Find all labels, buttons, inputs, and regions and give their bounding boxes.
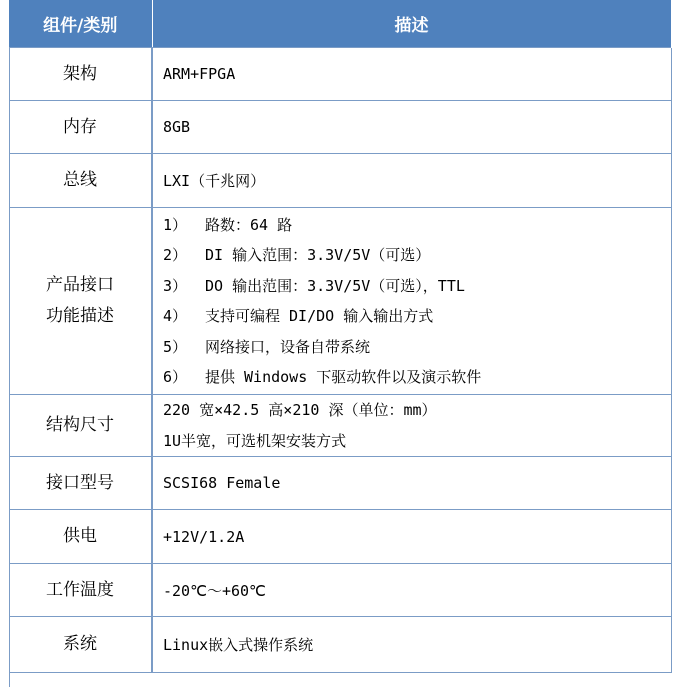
row-value-connector-model: SCSI68 Female (152, 457, 671, 510)
row-label-architecture: 架构 (9, 48, 152, 101)
table-row (9, 510, 671, 564)
table-row (9, 457, 671, 510)
item-number: 6） (163, 368, 188, 386)
item-text: 网络接口，设备自带系统 (205, 337, 371, 356)
row-value-power: +12V/1.2A (152, 510, 671, 564)
list-item (163, 301, 671, 332)
row-label-power: 供电 (9, 510, 152, 564)
item-number: 1） (163, 215, 188, 234)
item-number: 4） (163, 307, 188, 325)
item-text: 支持可编程 DI/DO 输入输出方式 (205, 307, 434, 325)
item-text: 路数：64 路 (205, 215, 293, 234)
list-item (163, 332, 671, 363)
item-text: DI 输入范围：3.3V/5V（可选） (205, 246, 431, 264)
header-component-category: 组件/类别 (9, 0, 152, 48)
list-item (163, 362, 671, 393)
label-line: 功能描述 (46, 306, 114, 326)
row-value-dimensions (152, 395, 671, 457)
list-item (163, 210, 671, 241)
row-value-operating-temperature: -20℃～+60℃ (152, 564, 671, 617)
row-label-memory: 内存 (9, 101, 152, 154)
table-row (9, 208, 671, 395)
item-number: 3） (163, 276, 188, 295)
table-header-row (9, 0, 671, 48)
row-value-product-interface (152, 208, 671, 395)
header-description: 描述 (152, 0, 671, 48)
label-line: 产品接口 (46, 275, 114, 295)
row-value-system: Linux嵌入式操作系统 (152, 617, 671, 673)
table-row (9, 564, 671, 617)
dimension-line: 220 宽×42.5 高×210 深（单位：mm） (163, 401, 437, 419)
table-row (9, 395, 671, 457)
row-value-memory: 8GB (152, 101, 671, 154)
row-label-operating-temperature: 工作温度 (9, 564, 152, 617)
list-item (163, 240, 671, 271)
item-number: 2） (163, 246, 188, 264)
row-label-system: 系统 (9, 617, 152, 673)
table-row (9, 617, 671, 673)
row-label-bus: 总线 (9, 154, 152, 208)
item-text: DO 输出范围：3.3V/5V（可选），TTL (205, 276, 465, 295)
table-row (9, 48, 671, 101)
table-row (9, 154, 671, 208)
item-text: 提供 Windows 下驱动软件以及演示软件 (205, 368, 482, 386)
dimension-line: 1U半宽，可选机架安装方式 (163, 431, 347, 450)
spec-table (9, 0, 672, 673)
table-row (9, 101, 671, 154)
row-label-connector-model: 接口型号 (9, 457, 152, 510)
row-label-dimensions: 结构尺寸 (9, 395, 152, 457)
item-number: 5） (163, 337, 188, 356)
list-item (163, 271, 671, 302)
row-label-product-interface (9, 208, 152, 395)
row-value-architecture: ARM+FPGA (152, 48, 671, 101)
row-value-bus: LXI（千兆网） (152, 154, 671, 208)
